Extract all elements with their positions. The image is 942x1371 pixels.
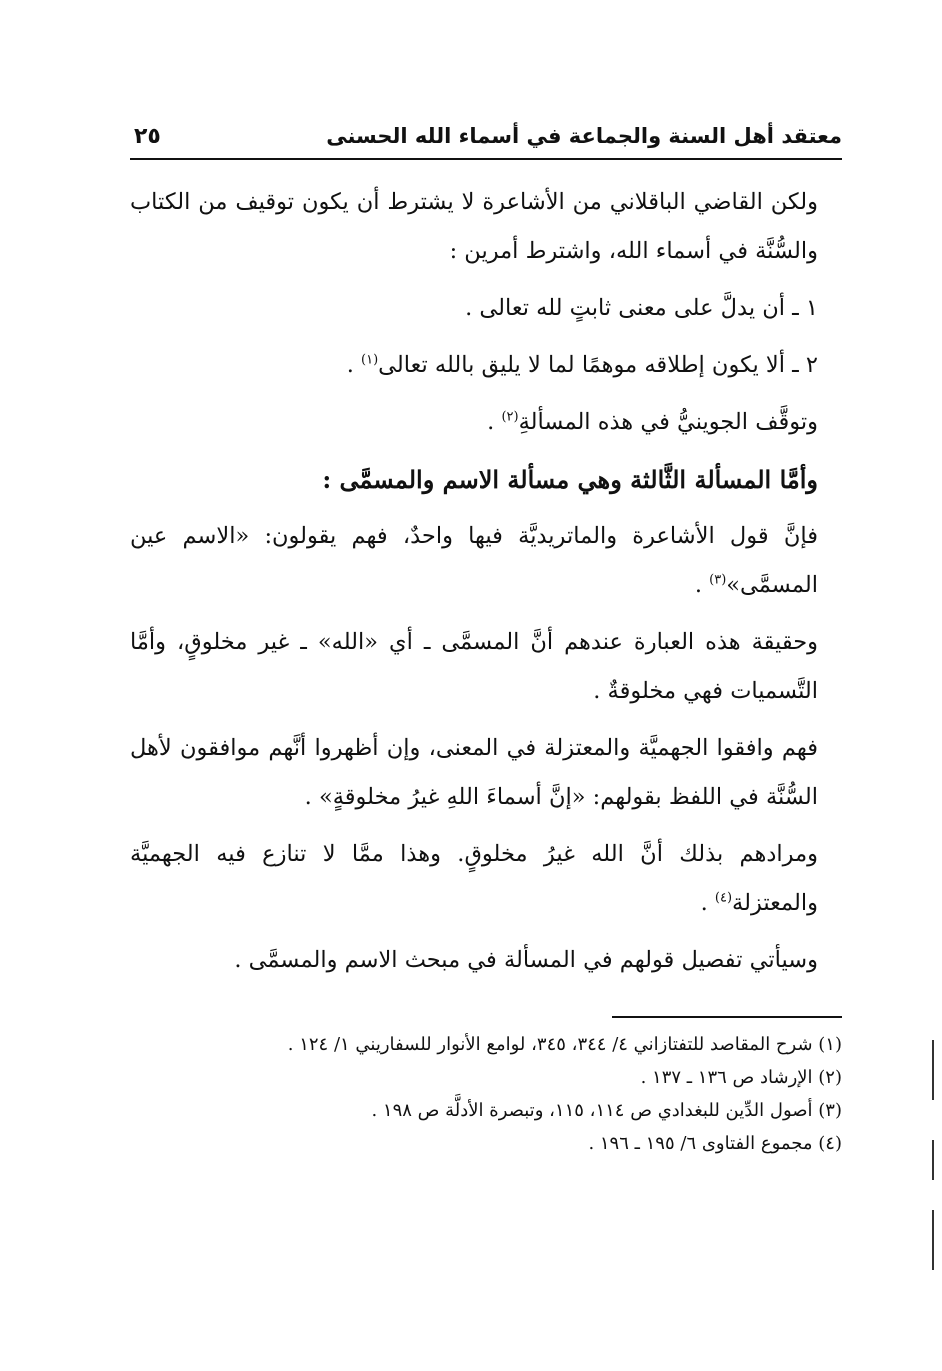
paragraph-ashari-view: فإنَّ قول الأشاعرة والماتريديَّة فيها واحدٌ، فهم يقولون: «الاسم عين المسمَّى»$^{(٣)}$ . (130, 523, 818, 598)
paragraph-baqillani: ولكن القاضي الباقلاني من الأشاعرة لا يشترط أن يكون توقيف من الكتاب والسُّنَّة في أسماء الله، واشترط أمرين : (130, 189, 818, 264)
footnotes (130, 1028, 842, 1160)
footnote-4: (٤) مجموع الفتاوى ٦/ ١٩٥ ـ ١٩٦ . (588, 1133, 842, 1154)
footnote-ref-1[interactable]: (١) (361, 352, 379, 368)
paragraph-meaning: وحقيقة هذه العبارة عندهم أنَّ المسمَّى ـ أي «الله» ـ غير مخلوقٍ، وأمَّا التَّسميات فهي مخلوقةٌ . (130, 629, 818, 704)
condition-1: ١ ـ أن يدلَّ على معنى ثابتٍ لله تعالى . (465, 295, 818, 321)
section-heading: وأمَّا المسألة الثَّالثة وهي مسألة الاسم والمسمَّى : (322, 465, 818, 494)
condition-2: ٢ ـ ألا يكون إطلاقه موهمًا لما لا يليق بالله تعالى$^{(١)}$ . (346, 352, 818, 378)
paragraph-forthcoming: وسيأتي تفصيل قولهم في المسألة في مبحث الاسم والمسمَّى . (234, 947, 818, 973)
scan-edge-mark (932, 1210, 934, 1270)
paragraph-intent: ومرادهم بذلك أنَّ الله غيرُ مخلوقٍ. وهذا ممَّا لا تنازع فيه الجهميَّة والمعتزلة$^{(٤)}$ . (130, 841, 818, 916)
paragraph-juwayni: وتوقَّف الجوينيُّ في هذه المسألةِ$^{(٢)}$ . (487, 409, 818, 435)
main-text (130, 178, 842, 993)
running-title: معتقد أهل السنة والجماعة في أسماء الله الحسنى (326, 124, 842, 148)
page-header (130, 118, 842, 160)
footnote-ref-2[interactable]: (٢) (501, 409, 519, 425)
footnote-ref-4[interactable]: (٤) (714, 890, 733, 906)
footnote-2: (٢) الإرشاد ص ١٣٦ ـ ١٣٧ . (640, 1067, 842, 1088)
footnote-divider (612, 1016, 842, 1018)
scan-edge-mark (932, 1140, 934, 1180)
footnote-3: (٣) أصول الدِّين للبغدادي ص ١١٤، ١١٥، وتبصرة الأدلَّة ص ١٩٨ . (371, 1100, 842, 1121)
footnote-ref-3[interactable]: (٣) (709, 572, 727, 588)
page-number: ٢٥ (134, 124, 161, 149)
scan-edge-mark (932, 1040, 934, 1100)
footnote-1: (١) شرح المقاصد للتفتازاني ٤/ ٣٤٤، ٣٤٥، لوامع الأنوار للسفاريني ١/ ١٢٤ . (287, 1034, 842, 1055)
paragraph-agreement: فهم وافقوا الجهميَّة والمعتزلة في المعنى، وإن أظهروا أنَّهم موافقون لأهل السُّنَّة في اللفظ بقولهم: «إنَّ أسماءَ اللهِ غيرُ مخلوقةٍ» . (130, 735, 818, 810)
